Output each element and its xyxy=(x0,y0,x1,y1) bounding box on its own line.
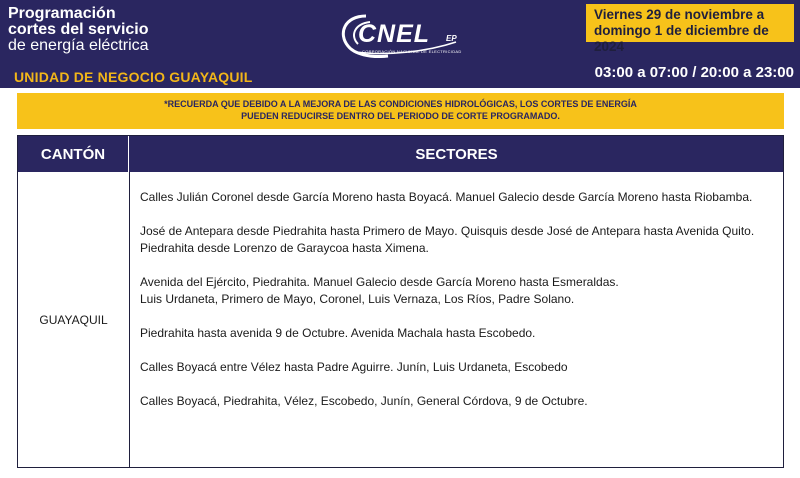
sector-line: Piedrahita hasta avenida 9 de Octubre. Avenida Machala hasta Escobedo. xyxy=(140,326,536,340)
title-line-2: cortes del servicio xyxy=(8,21,149,38)
notice-line-2: PUEDEN REDUCIRSE DENTRO DEL PERIODO DE CORTE PROGRAMADO. xyxy=(241,111,560,121)
sector-line: Piedrahita desde Lorenzo de Garaycoa hasta Ximena. xyxy=(140,241,429,255)
date-line-2: domingo 1 de diciembre de 2024 xyxy=(594,23,769,54)
sector-line: Calles Boyacá entre Vélez hasta Padre Aguirre. Junín, Luis Urdaneta, Escobedo xyxy=(140,360,568,374)
sector-paragraph xyxy=(140,223,774,257)
cnel-logo xyxy=(336,12,484,62)
column-header-sectores: SECTORES xyxy=(415,145,498,163)
sector-paragraph xyxy=(140,359,774,376)
outage-table xyxy=(17,135,784,468)
column-header-canton: CANTÓN xyxy=(18,136,129,172)
title-line-3: de energía eléctrica xyxy=(8,37,149,54)
sector-line: Calles Boyacá, Piedrahita, Vélez, Escobedo, Junín, General Córdova, 9 de Octubre. xyxy=(140,394,588,408)
table-header xyxy=(18,136,783,172)
sector-paragraph xyxy=(140,325,774,342)
date-line-1: Viernes 29 de noviembre a xyxy=(594,7,765,22)
sector-line: Calles Julián Coronel desde García Moreno hasta Boyacá. Manuel Galecio desde García Moreno hasta Riobamba. xyxy=(140,190,753,204)
sector-paragraph xyxy=(140,393,774,410)
date-range-box xyxy=(586,4,794,54)
sector-line: Avenida del Ejército, Piedrahita. Manuel Galecio desde García Moreno hasta Esmeraldas. xyxy=(140,275,619,289)
business-unit-label: UNIDAD DE NEGOCIO GUAYAQUIL xyxy=(14,69,253,85)
page-title xyxy=(8,6,248,54)
notice-banner xyxy=(17,93,784,129)
canton-cell: GUAYAQUIL xyxy=(39,312,108,327)
sector-paragraph xyxy=(140,189,774,206)
sector-line: José de Antepara desde Piedrahita hasta Primero de Mayo. Quisquis desde José de Antepara hasta Avenida Quito. xyxy=(140,224,755,238)
title-line-1: Programación xyxy=(8,5,116,22)
sector-paragraph xyxy=(140,274,774,308)
outage-hours: 03:00 a 07:00 / 20:00 a 23:00 xyxy=(594,64,794,81)
logo-ep: EP xyxy=(446,34,457,43)
notice-line-1: *RECUERDA QUE DEBIDO A LA MEJORA DE LAS CONDICIONES HIDROLÓGICAS, LOS CORTES DE ENERGÍA xyxy=(164,99,637,109)
sectors-cell xyxy=(140,189,774,427)
header-banner xyxy=(0,0,800,88)
sector-line: Luis Urdaneta, Primero de Mayo, Coronel, Luis Vernaza, Los Ríos, Padre Solano. xyxy=(140,292,575,306)
logo-subtitle: CORPORACIÓN NACIONAL DE ELECTRICIDAD xyxy=(362,49,462,54)
logo-wordmark: CNEL xyxy=(358,20,431,48)
column-divider xyxy=(129,172,130,467)
